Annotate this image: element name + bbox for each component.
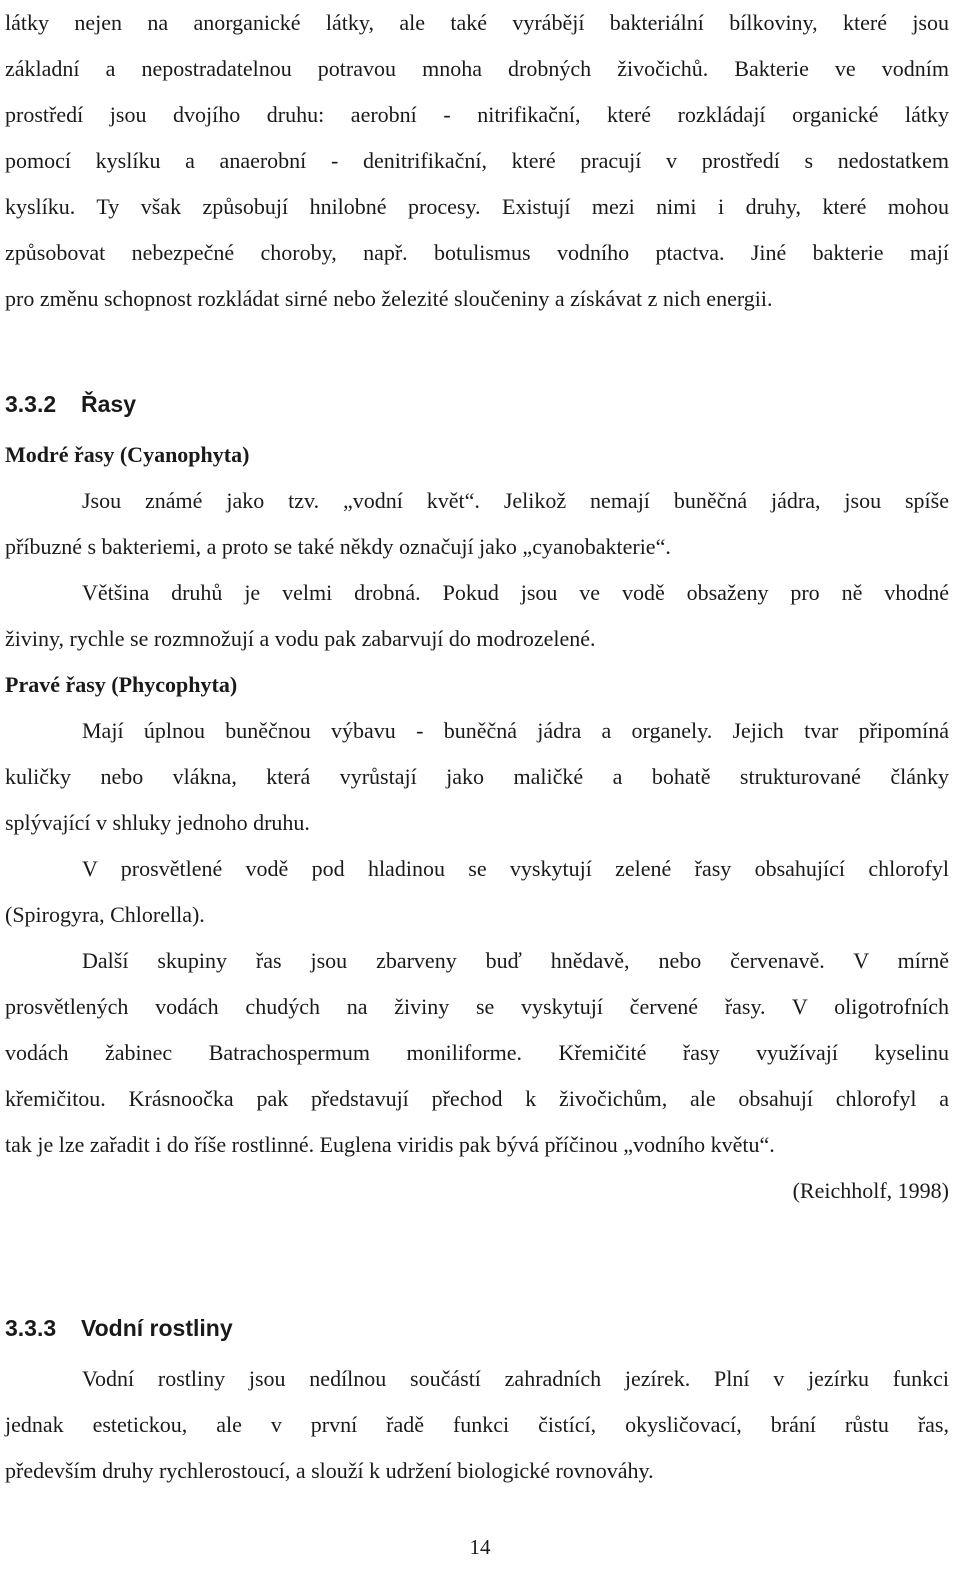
section-title: Řasy (81, 391, 136, 417)
text-line: jednak estetickou, ale v první řadě funkci čistící, okysličovací, brání růstu řas, (5, 1412, 949, 1437)
text-line: prosvětlených vodách chudých na živiny se vyskytují červené řasy. V oligotrofních (5, 994, 949, 1019)
text-line: vodách žabinec Batrachospermum moniliforme. Křemičité řasy využívají kyselinu (5, 1040, 949, 1065)
text-line: splývající v shluky jednoho druhu. (5, 810, 310, 835)
text-line: způsobovat nebezpečné choroby, např. botulismus vodního ptactva. Jiné bakterie mají (5, 240, 949, 265)
citation: (Reichholf, 1998) (792, 1178, 949, 1203)
text-line: Další skupiny řas jsou zbarveny buď hnědavě, nebo červenavě. V mírně (82, 948, 949, 973)
document-page (5, 0, 949, 1494)
text-line: příbuzné s bakteriemi, a proto se také někdy označují jako „cyanobakterie“. (5, 534, 671, 559)
section-heading-3-3-2 (5, 376, 949, 432)
text-line: prostředí jsou dvojího druhu: aerobní - nitrifikační, které rozkládají organické látky (5, 102, 949, 127)
true-algae-paragraph-1 (5, 708, 949, 846)
text-line: křemičitou. Krásnoočka pak představují přechod k živočichům, ale obsahují chlorofyl a (5, 1086, 949, 1111)
text-line: látky nejen na anorganické látky, ale také vyrábějí bakteriální bílkoviny, které jsou (5, 10, 949, 35)
text-line: Jsou známé jako tzv. „vodní květ“. Jelikož nemají buněčná jádra, jsou spíše (82, 488, 949, 513)
true-algae-paragraph-3 (5, 938, 949, 1168)
true-algae-paragraph-2 (5, 846, 949, 938)
text-line: pro změnu schopnost rozkládat sirné nebo železité sloučeniny a získávat z nich energii. (5, 286, 773, 311)
text-line: živiny, rychle se rozmnožují a vodu pak zabarvují do modrozelené. (5, 626, 596, 651)
text-line: tak je lze zařadit i do říše rostlinné. Euglena viridis pak bývá příčinou „vodního květu“. (5, 1132, 775, 1157)
text-line: Mají úplnou buněčnou výbavu - buněčná jádra a organely. Jejich tvar připomíná (82, 718, 949, 743)
text-line: Většina druhů je velmi drobná. Pokud jsou ve vodě obsaženy pro ně vhodné (82, 580, 949, 605)
section-number: 3.3.2 (5, 391, 57, 417)
blue-algae-paragraph-1 (5, 478, 949, 570)
text-line: V prosvětlené vodě pod hladinou se vyskytují zelené řasy obsahující chlorofyl (82, 856, 949, 881)
text-line: (Spirogyra, Chlorella). (5, 902, 205, 927)
subheading-blue-algae: Modré řasy (Cyanophyta) (5, 442, 250, 467)
blue-algae-paragraph-2 (5, 570, 949, 662)
aquatic-plants-paragraph (5, 1356, 949, 1494)
section-heading-3-3-3 (5, 1300, 949, 1356)
subheading-true-algae: Pravé řasy (Phycophyta) (5, 672, 238, 697)
text-line: Vodní rostliny jsou nedílnou součástí zahradních jezírek. Plní v jezírku funkci (82, 1366, 949, 1391)
text-line: základní a nepostradatelnou potravou mnoha drobných živočichů. Bakterie ve vodním (5, 56, 949, 81)
bacteria-paragraph (5, 0, 949, 322)
text-line: kuličky nebo vlákna, která vyrůstají jako maličké a bohatě strukturované články (5, 764, 949, 789)
section-number: 3.3.3 (5, 1315, 57, 1341)
text-line: kyslíku. Ty však způsobují hnilobné procesy. Existují mezi nimi i druhy, které mohou (5, 194, 949, 219)
text-line: především druhy rychlerostoucí, a slouží k udržení biologické rovnováhy. (5, 1458, 654, 1483)
page-number: 14 (469, 1535, 491, 1559)
text-line: pomocí kyslíku a anaerobní - denitrifikační, které pracují v prostředí s nedostatkem (5, 148, 949, 173)
section-title: Vodní rostliny (81, 1315, 233, 1341)
